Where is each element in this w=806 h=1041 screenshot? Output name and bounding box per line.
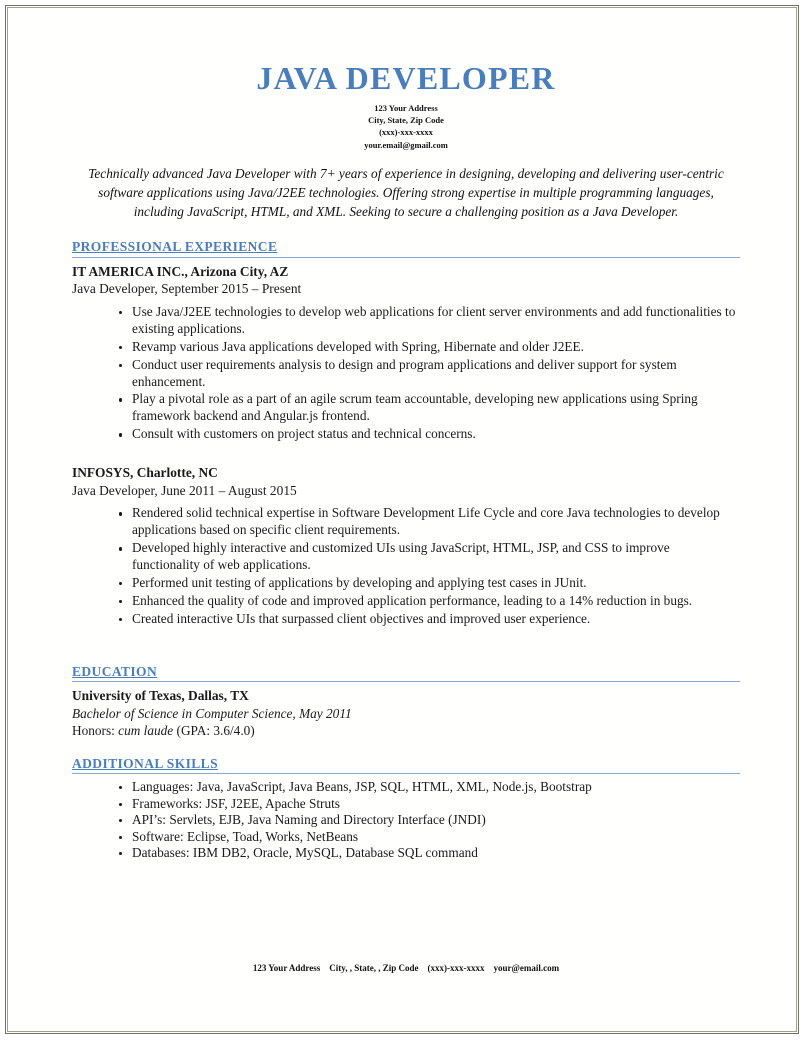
job-bullets	[72, 304, 740, 443]
list-item: Software: Eclipse, Toad, Works, NetBeans	[72, 829, 740, 845]
job-role: Java Developer, June 2011 – August 2015	[72, 482, 297, 498]
education-entry	[72, 687, 740, 740]
education-school: University of Texas, Dallas, TX	[72, 687, 249, 703]
spacer	[72, 632, 740, 664]
resume-content	[72, 62, 740, 862]
contact-address: 123 Your Address	[374, 102, 438, 113]
list-item: Rendered solid technical expertise in Software Development Life Cycle and core Java technologies to develop applications based on specific client requirements.	[72, 505, 740, 539]
section-header-education-label: EDUCATION	[72, 663, 158, 679]
list-item: Frameworks: JSF, J2EE, Apache Struts	[72, 796, 740, 812]
education-honors-distinction: cum laude	[118, 723, 174, 739]
spacer	[72, 447, 740, 464]
list-item: Languages: Java, JavaScript, Java Beans, JSP, SQL, HTML, XML, Node.js, Bootstrap	[72, 779, 740, 795]
education-honors-label: Honors:	[72, 723, 119, 739]
section-rule-education	[72, 681, 740, 682]
list-item: Performed unit testing of applications by developing and applying test cases in JUnit.	[72, 575, 740, 592]
section-header-skills	[72, 756, 740, 772]
list-item: Enhanced the quality of code and improved application performance, leading to a 14% reduction in bugs.	[72, 593, 740, 610]
job-company: IT AMERICA INC., Arizona City, AZ	[72, 263, 289, 279]
education-degree: Bachelor of Science in Computer Science, May 2011	[72, 705, 352, 721]
section-header-skills-label: ADDITIONAL SKILLS	[72, 755, 218, 771]
list-item: Conduct user requirements analysis to design and program applications and deliver support for system enhancement.	[72, 357, 740, 391]
skills-list	[72, 779, 740, 861]
job-role: Java Developer, September 2015 – Present	[72, 281, 302, 297]
section-rule-skills	[72, 773, 740, 774]
list-item: Revamp various Java applications developed with Spring, Hibernate and older J2EE.	[72, 339, 740, 356]
contact-city-state-zip: City, State, Zip Code	[368, 114, 444, 125]
section-rule-experience	[72, 257, 740, 258]
contact-email: your.email@gmail.com	[364, 139, 448, 150]
professional-summary: Technically advanced Java Developer with 7+ years of experience in designing, developing and delivering user-centric software applications using Java/J2EE technologies. Offering strong expertise in multiple programming languages, including JavaScript, HTML, and XML. Seeking to secure a challenging position as a Java Developer.	[88, 165, 724, 219]
page-footer: 123 Your Address City, , State, , Zip Code (xxx)-xxx-xxxx your@email.com	[252, 963, 560, 973]
job-entry-0	[72, 263, 740, 443]
list-item: Use Java/J2EE technologies to develop web applications for client server environments and add functionalities to existing applications.	[72, 304, 740, 338]
spacer	[72, 740, 740, 756]
section-header-experience-label: PROFESSIONAL EXPERIENCE	[72, 239, 278, 255]
list-item: Play a pivotal role as a part of an agile scrum team accountable, developing new applications using Spring framework backend and Angular.js frontend.	[72, 391, 740, 425]
page-title: JAVA DEVELOPER	[256, 60, 556, 96]
section-header-education	[72, 664, 740, 680]
contact-block	[72, 102, 740, 151]
job-bullets	[72, 505, 740, 627]
contact-phone: (xxx)-xxx-xxxx	[379, 127, 433, 138]
job-entry-1	[72, 464, 740, 628]
job-company: INFOSYS, Charlotte, NC	[72, 465, 218, 481]
list-item: Databases: IBM DB2, Oracle, MySQL, Database SQL command	[72, 845, 740, 861]
resume-page	[5, 5, 799, 1034]
section-header-experience	[72, 239, 740, 255]
education-honors	[72, 722, 740, 740]
list-item: Developed highly interactive and customized UIs using JavaScript, HTML, JSP, and CSS to improve functionality of web applications.	[72, 540, 740, 574]
list-item: API’s: Servlets, EJB, Java Naming and Directory Interface (JNDI)	[72, 812, 740, 828]
education-honors-gpa: (GPA: 3.6/4.0)	[173, 723, 255, 739]
list-item: Consult with customers on project status and technical concerns.	[72, 426, 740, 443]
list-item: Created interactive UIs that surpassed client objectives and improved user experience.	[72, 611, 740, 628]
